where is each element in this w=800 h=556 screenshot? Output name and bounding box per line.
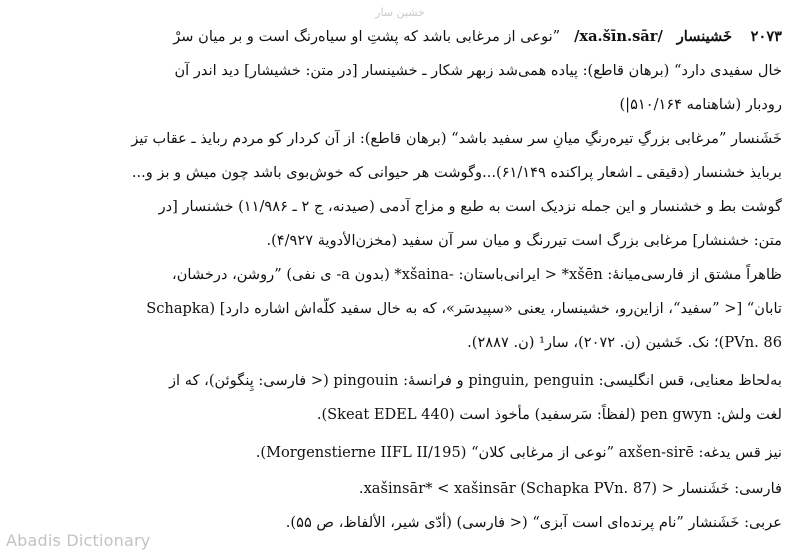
entry-line-8: ظاهراً مشتق از فارسی‌میانهٔ: xšēn* < ایرانی‌باستان: -xšaina* (بدون a- ی نفی) ”روشن، درخشان، <box>171 266 782 283</box>
entry-line-5: بربایذ خشنسار (دقیقی ـ اشعار پراکنده ۶۱/۱۴۹)...وگوشت هر حیوانی که خوش‌بوی باشد چون میش و بز و... <box>131 164 782 181</box>
entry-number: ۲۰۷۳ <box>750 28 782 45</box>
entry-heading-line <box>22 26 782 48</box>
entry-line-13: نیز قس یدغه: axšen-sirē ”نوعی از مرغابی کلان“ (Morgenstierne IIFL II/195). <box>255 444 782 461</box>
entry-line-7: متن: خشنشار] مرغابی بزرگ است تیررنگ و میان سر آن سفید (مخزن‌الأدویة ۴/۹۲۷). <box>266 232 782 249</box>
watermark: Abadis Dictionary <box>6 531 151 550</box>
entry-definition: ”نوعی از مرغابی باشد که پشتِ او سیاه‌رنگ است و بر میان سرْ <box>173 28 561 45</box>
entry-line-4: خَشَنسار ”مرغابی بزرگِ تیره‌رنگِ میانِ سر سفید باشد“ (برهان قاطع): از آن کردار کو مردم ربایذ ـ عقاب تیز <box>131 130 782 147</box>
entry-line-2: خال سفیدی دارد“ (برهان قاطع): پیاده همی‌شد زبهر شکار ـ خشینسار [در متن: خشیشار] دید اندر آن <box>174 62 782 79</box>
entry-line-14: فارسی: خَشَنسار < xašinsār* < xašinsār (Schapka PVn. 87). <box>358 480 782 497</box>
entry-line-11: به‌لحاظ معنایی، قس انگلیسی: pinguin, penguin و فرانسهٔ: pingouin (< فارسی: پِنگوئن)، که از <box>169 372 782 389</box>
entry-line-3: رودبار (شاهنامه ۵۱۰/۱۶۴|) <box>619 96 782 113</box>
entry-line-10: PVn. 86)؛ نک. خَشین (ن. ۲۰۷۲)، سار¹ (ن. ۲۸۸۷). <box>467 334 782 351</box>
entry-line-12: لغت ولش: pen gwyn (لفظاً: سَرسفید) مأخوذ است (Skeat EDEL 440). <box>316 406 782 423</box>
entry-transcription: /xa.šīn.sār/ <box>574 28 663 45</box>
entry-line-15: عربی: خَشَنشار ”نام پرنده‌ای است آبزی“ (< فارسی) (أدّی شیر، الألفاظ، ص ۵۵). <box>285 514 782 531</box>
entry-line-9: تابان“ [< ”سفید“، ازاین‌رو، خشینسار، یعنی «سپیدسَر»، که به خال سفید کلّه‌اش اشاره دارد] (Schapka <box>146 300 782 317</box>
entry-headword: خَشینسار <box>676 28 733 45</box>
entry-line-6: گوشت بط و خشنسار و این جمله نزدیک است به طبع و مزاج آدمی (صیدنه، ج ۲ ـ ۱۱/۹۸۶) خشنسار [در <box>158 198 782 215</box>
page-header-label: خشین سار <box>375 6 425 19</box>
